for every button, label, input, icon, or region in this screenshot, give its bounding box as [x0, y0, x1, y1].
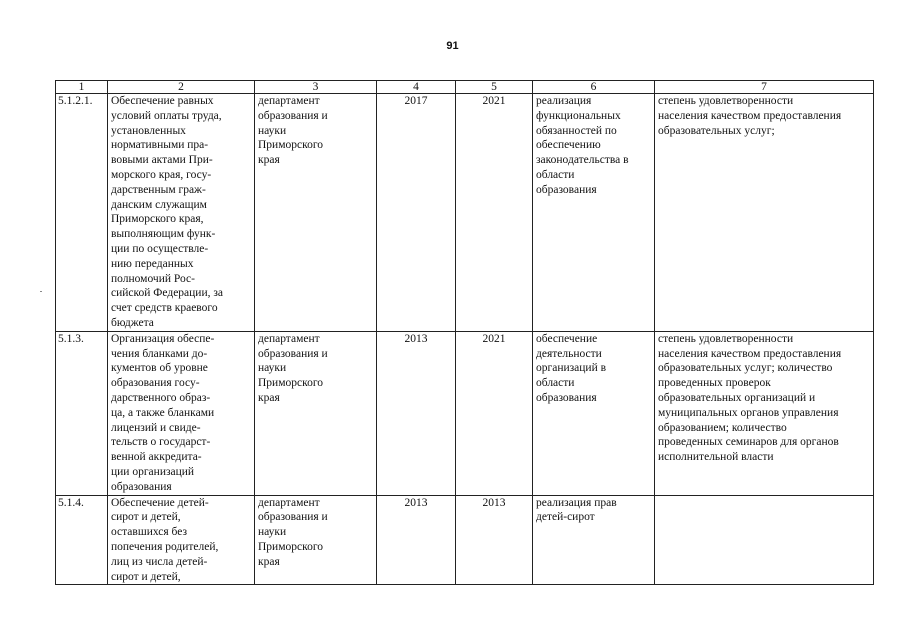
header-col-4: 4 [377, 81, 456, 94]
row-number: 5.1.2.1. [56, 94, 108, 332]
responsible-executor: департамент образования и науки Приморского края [255, 495, 377, 585]
table-row [56, 495, 874, 585]
end-year: 2013 [456, 495, 533, 585]
indicator [655, 495, 874, 585]
margin-mark [40, 291, 42, 292]
indicator: степень удовлетворенности населения качеством предоставления образовательных услуг; [655, 94, 874, 332]
header-row [56, 81, 874, 94]
responsible-executor: департамент образования и науки Приморского края [255, 94, 377, 332]
end-year: 2021 [456, 331, 533, 495]
row-number: 5.1.4. [56, 495, 108, 585]
responsible-executor: департамент образования и науки Приморского края [255, 331, 377, 495]
row-number: 5.1.3. [56, 331, 108, 495]
measures-table [55, 80, 874, 585]
start-year: 2017 [377, 94, 456, 332]
table-row [56, 331, 874, 495]
measure-description: Обеспечение детей- сирот и детей, оставшихся без попечения родителей, лиц из числа детей- сирот и детей, [108, 495, 255, 585]
end-year: 2021 [456, 94, 533, 332]
header-col-3: 3 [255, 81, 377, 94]
start-year: 2013 [377, 331, 456, 495]
header-col-5: 5 [456, 81, 533, 94]
expected-result: реализация функциональных обязанностей по обеспечению законодательства в области образования [533, 94, 655, 332]
measure-description: Обеспечение равных условий оплаты труда, установленных нормативными пра- вовыми актами При- морского края, госу- дарственным граж- данским служащим Приморского края, выполняющим функ- ции по осуществле- нию переданных полномочий Рос- сийской Федерации, за счет средств краевого бюджета [108, 94, 255, 332]
page-number: 91 [446, 40, 459, 52]
measure-description: Организация обеспе- чения бланками до- кументов об уровне образования госу- дарственного образ- ца, а также бланками лицензий и свиде- тельств о государст- венной аккредита- ции организаций образования [108, 331, 255, 495]
expected-result: обеспечение деятельности организаций в области образования [533, 331, 655, 495]
table-row [56, 94, 874, 332]
header-col-7: 7 [655, 81, 874, 94]
header-col-1: 1 [56, 81, 108, 94]
expected-result: реализация прав детей-сирот [533, 495, 655, 585]
header-col-6: 6 [533, 81, 655, 94]
header-col-2: 2 [108, 81, 255, 94]
indicator: степень удовлетворенности населения качеством предоставления образовательных услуг; количество проведенных проверок образовательных организаций и муниципальных органов управления образованием; количество проведенных семинаров для органов исполнительной власти [655, 331, 874, 495]
start-year: 2013 [377, 495, 456, 585]
